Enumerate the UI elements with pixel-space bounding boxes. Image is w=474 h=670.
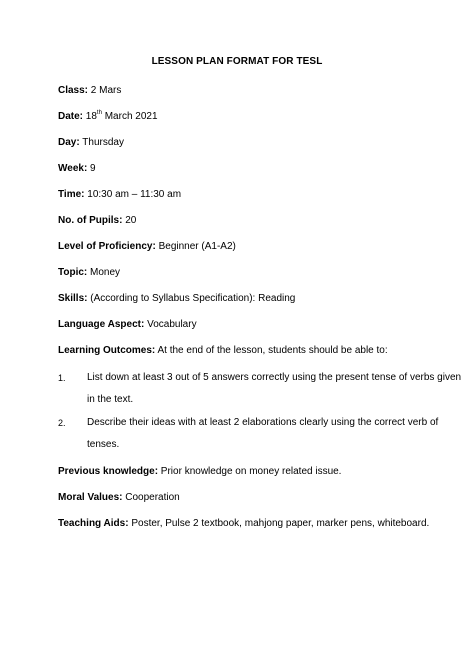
field-skills	[58, 293, 295, 304]
outcome-line: tenses.	[87, 439, 120, 450]
field-proficiency	[58, 241, 236, 252]
page-title: LESSON PLAN FORMAT FOR TESL	[151, 56, 323, 67]
outcome-number: 2.	[58, 418, 66, 428]
field-value: Thursday	[79, 137, 124, 148]
field-value: (According to Syllabus Specification): Reading	[87, 293, 296, 304]
field-label: Date:	[58, 111, 84, 122]
field-value: 9	[87, 163, 96, 174]
field-moral-values	[58, 492, 180, 503]
field-label: Time:	[58, 189, 85, 200]
field-learning-outcomes	[58, 345, 388, 356]
field-value: 18	[83, 111, 97, 122]
field-label: Teaching Aids:	[58, 518, 129, 529]
field-label: Week:	[58, 163, 88, 174]
field-label: Moral Values:	[58, 492, 123, 503]
field-value: March 2021	[101, 111, 158, 122]
field-value: 20	[122, 215, 137, 226]
field-value: Poster, Pulse 2 textbook, mahjong paper, marker pens, whiteboard.	[128, 518, 430, 529]
field-week	[58, 163, 96, 174]
field-value: Cooperation	[122, 492, 180, 503]
field-pupils	[58, 215, 136, 226]
field-value: 2 Mars	[88, 85, 122, 96]
field-class	[58, 85, 121, 96]
field-value: Vocabulary	[144, 319, 197, 330]
field-label: Language Aspect:	[58, 319, 145, 330]
outcome-line: List down at least 3 out of 5 answers correctly using the present tense of verbs given	[87, 372, 462, 383]
outcome-line: in the text.	[87, 394, 134, 405]
field-label: No. of Pupils:	[58, 215, 123, 226]
field-label: Class:	[58, 85, 89, 96]
field-teaching-aids	[58, 518, 429, 529]
field-time	[58, 189, 181, 200]
field-previous-knowledge	[58, 466, 341, 477]
outcome-line: Describe their ideas with at least 2 elaborations clearly using the correct verb of	[87, 417, 439, 428]
field-language-aspect	[58, 319, 197, 330]
field-label: Skills:	[58, 293, 88, 304]
field-value: Money	[87, 267, 121, 278]
field-date	[58, 111, 158, 122]
field-value: Prior knowledge on money related issue.	[158, 466, 342, 477]
field-label: Topic:	[58, 267, 88, 278]
field-value: At the end of the lesson, students should be able to:	[155, 345, 388, 356]
field-value: 10:30 am – 11:30 am	[84, 189, 182, 200]
field-label: Day:	[58, 137, 80, 148]
field-value-sup: th	[96, 110, 102, 116]
field-label: Previous knowledge:	[58, 466, 159, 477]
field-topic	[58, 267, 120, 278]
field-day	[58, 137, 124, 148]
field-label: Level of Proficiency:	[58, 241, 156, 252]
field-label: Learning Outcomes:	[58, 345, 156, 356]
outcome-number: 1.	[58, 373, 66, 383]
field-value: Beginner (A1-A2)	[155, 241, 236, 252]
